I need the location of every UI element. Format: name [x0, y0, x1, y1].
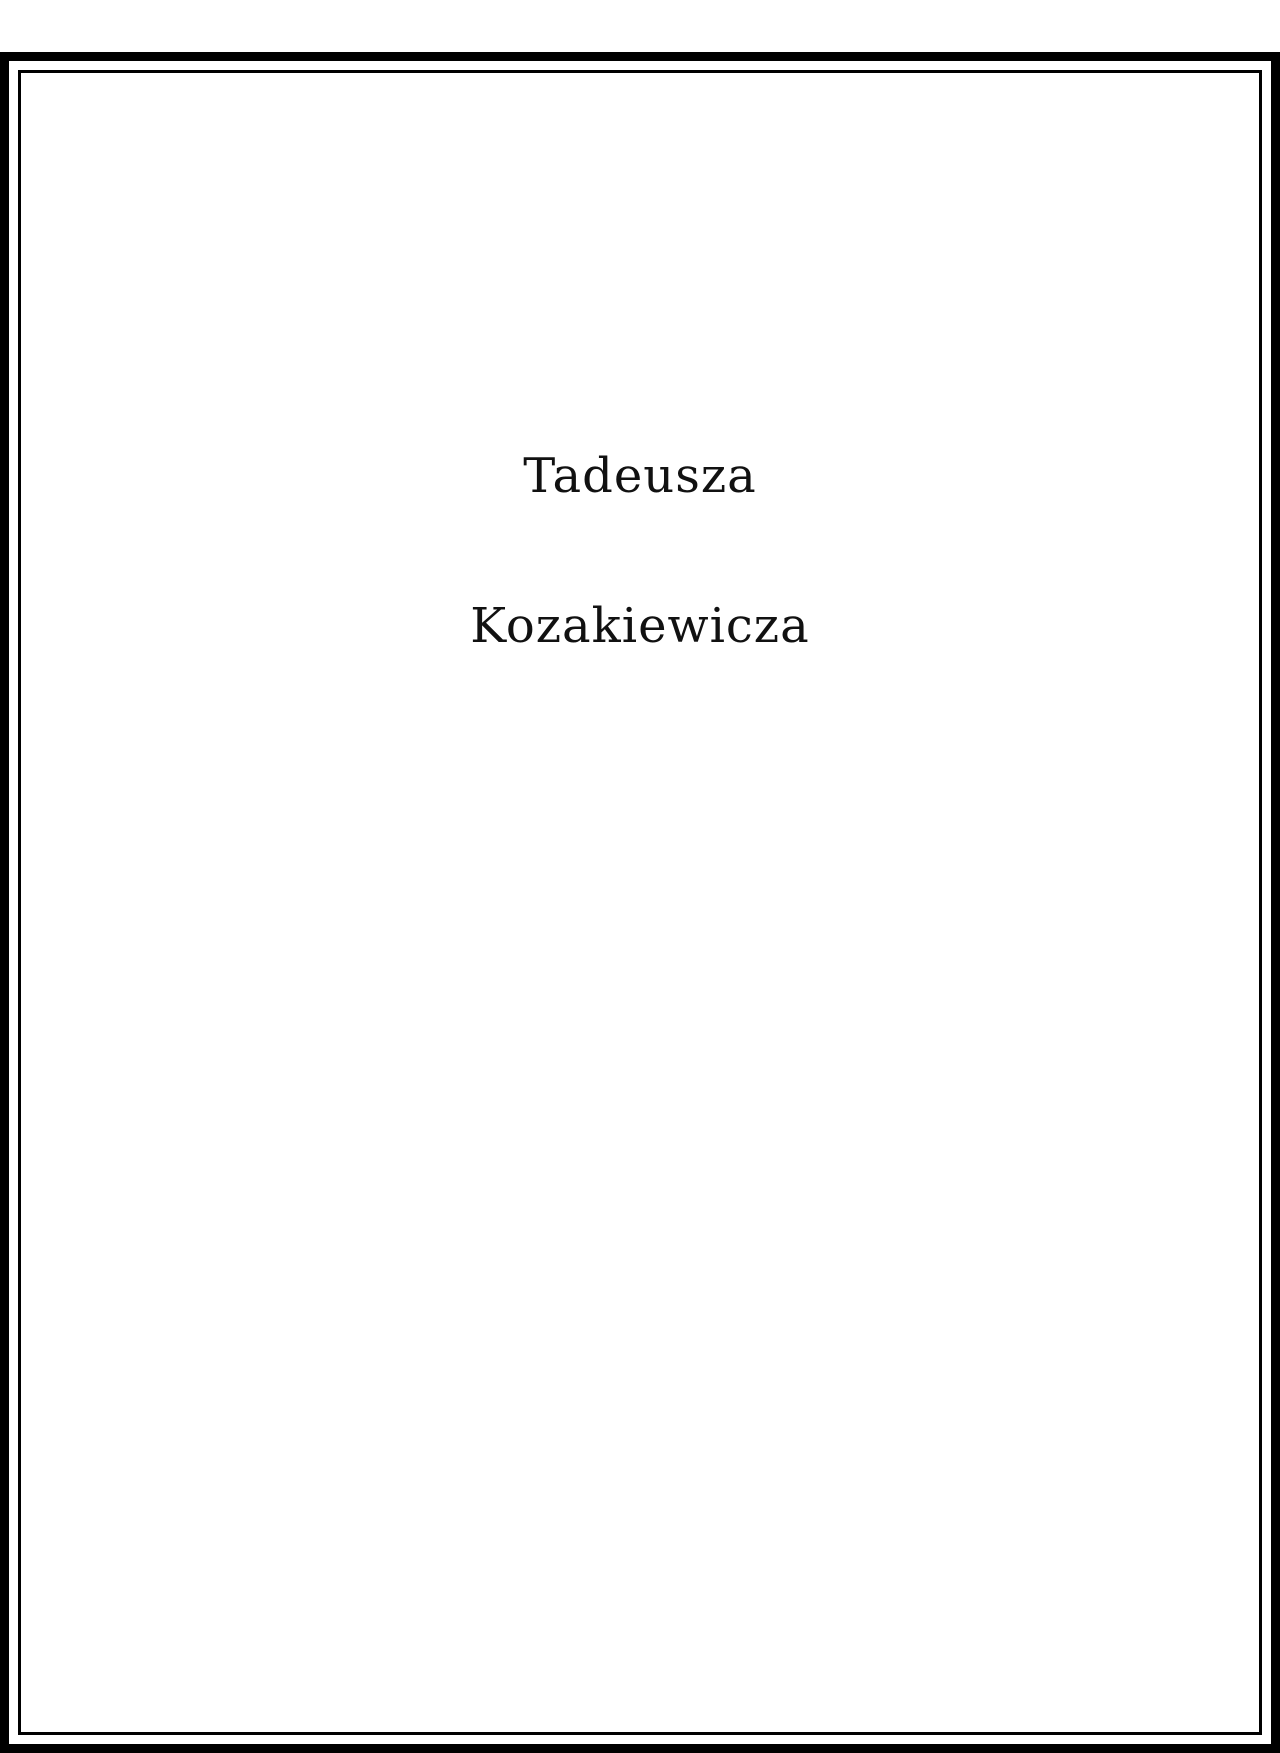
deceased-first-name: Tadeusza — [523, 448, 757, 504]
deceased-last-name: Kozakiewicza — [470, 598, 810, 654]
inner-border — [18, 70, 1262, 1735]
